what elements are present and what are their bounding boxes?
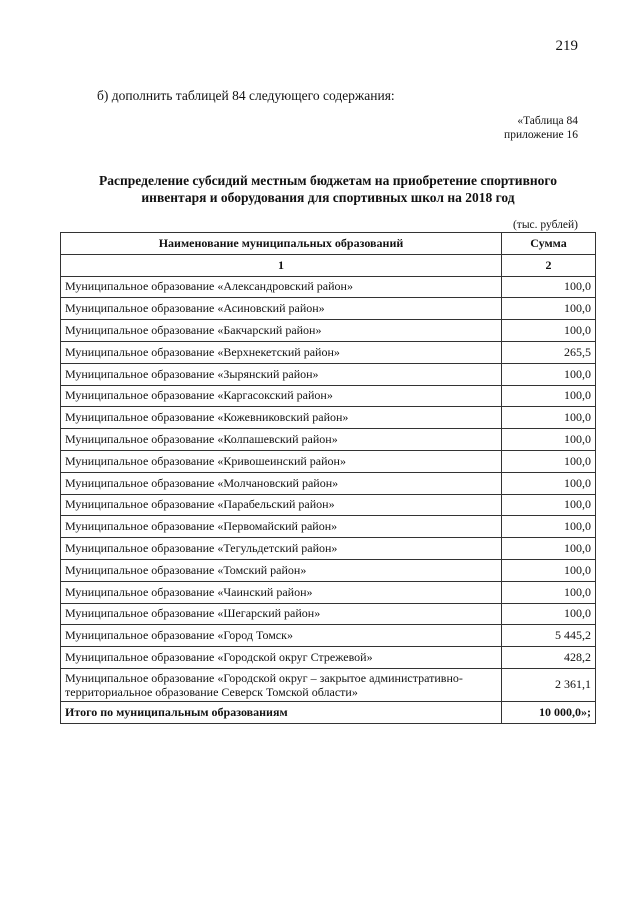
subsidy-amount: 2 361,1 (502, 668, 596, 701)
subsidy-amount: 100,0 (502, 494, 596, 516)
subsidy-amount: 100,0 (502, 298, 596, 320)
table-header-row (61, 233, 596, 255)
table-row (61, 472, 596, 494)
table-row (61, 385, 596, 407)
table-row (61, 668, 596, 701)
column-header-amount: Сумма (502, 233, 596, 255)
table-row (61, 363, 596, 385)
subsidy-amount: 100,0 (502, 320, 596, 342)
municipality-name: Муниципальное образование «Тегульдетский район» (61, 538, 502, 560)
total-amount: 10 000,0»; (502, 701, 596, 723)
table-row (61, 647, 596, 669)
subsidy-amount: 100,0 (502, 581, 596, 603)
column-header-name: Наименование муниципальных образований (61, 233, 502, 255)
column-number-amount: 2 (502, 254, 596, 276)
table-reference-number: «Таблица 84 (517, 115, 578, 127)
table-row (61, 625, 596, 647)
municipality-name: Муниципальное образование «Первомайский район» (61, 516, 502, 538)
municipality-name: Муниципальное образование «Асиновский район» (61, 298, 502, 320)
table-reference (504, 114, 578, 142)
subsidy-amount: 100,0 (502, 276, 596, 298)
municipality-name: Муниципальное образование «Бакчарский район» (61, 320, 502, 342)
municipality-name: Муниципальное образование «Александровский район» (61, 276, 502, 298)
municipality-name: Муниципальное образование «Кривошеинский район» (61, 450, 502, 472)
table-row (61, 559, 596, 581)
subsidy-amount: 100,0 (502, 472, 596, 494)
column-number-name: 1 (61, 254, 502, 276)
subsidy-amount: 100,0 (502, 385, 596, 407)
subsidy-amount: 265,5 (502, 341, 596, 363)
subsidy-amount: 100,0 (502, 538, 596, 560)
municipality-name: Муниципальное образование «Колпашевский район» (61, 429, 502, 451)
table-row (61, 320, 596, 342)
total-label: Итого по муниципальным образованиям (61, 701, 502, 723)
intro-text: б) дополнить таблицей 84 следующего содержания: (97, 88, 395, 103)
table-row (61, 429, 596, 451)
table-row (61, 407, 596, 429)
municipality-name: Муниципальное образование «Каргасокский район» (61, 385, 502, 407)
subsidy-amount: 100,0 (502, 450, 596, 472)
table-row (61, 494, 596, 516)
municipality-name: Муниципальное образование «Кожевниковский район» (61, 407, 502, 429)
subsidy-amount: 5 445,2 (502, 625, 596, 647)
table-row (61, 276, 596, 298)
municipality-name: Муниципальное образование «Шегарский район» (61, 603, 502, 625)
table-heading-line-1: Распределение субсидий местным бюджетам на приобретение спортивного (99, 173, 557, 188)
table-row (61, 341, 596, 363)
subsidy-amount: 100,0 (502, 407, 596, 429)
table-row (61, 581, 596, 603)
subsidy-amount: 100,0 (502, 429, 596, 451)
municipality-name: Муниципальное образование «Город Томск» (61, 625, 502, 647)
municipality-name: Муниципальное образование «Парабельский район» (61, 494, 502, 516)
subsidy-amount: 100,0 (502, 603, 596, 625)
subsidy-amount: 428,2 (502, 647, 596, 669)
column-numbers-row (61, 254, 596, 276)
table-row (61, 298, 596, 320)
municipality-name: Муниципальное образование «Верхнекетский район» (61, 341, 502, 363)
subsidies-table (60, 232, 596, 724)
table-row (61, 603, 596, 625)
subsidy-amount: 100,0 (502, 363, 596, 385)
table-row (61, 516, 596, 538)
municipality-name: Муниципальное образование «Томский район» (61, 559, 502, 581)
municipality-name: Муниципальное образование «Чаинский район» (61, 581, 502, 603)
municipality-name: Муниципальное образование «Городской округ – закрытое административно-территориальное образование Северск Томской области» (61, 668, 502, 701)
municipality-name: Муниципальное образование «Зырянский район» (61, 363, 502, 385)
table-reference-appendix: приложение 16 (504, 129, 578, 141)
table-heading-line-2: инвентаря и оборудования для спортивных школ на 2018 год (141, 190, 515, 205)
table-row (61, 538, 596, 560)
subsidy-amount: 100,0 (502, 516, 596, 538)
units-note: (тыс. рублей) (512, 219, 578, 231)
municipality-name: Муниципальное образование «Городской округ Стрежевой» (61, 647, 502, 669)
subsidy-amount: 100,0 (502, 559, 596, 581)
table-row (61, 450, 596, 472)
page-number: 219 (555, 38, 578, 54)
total-row (61, 701, 596, 723)
municipality-name: Муниципальное образование «Молчановский район» (61, 472, 502, 494)
table-heading (60, 172, 596, 206)
